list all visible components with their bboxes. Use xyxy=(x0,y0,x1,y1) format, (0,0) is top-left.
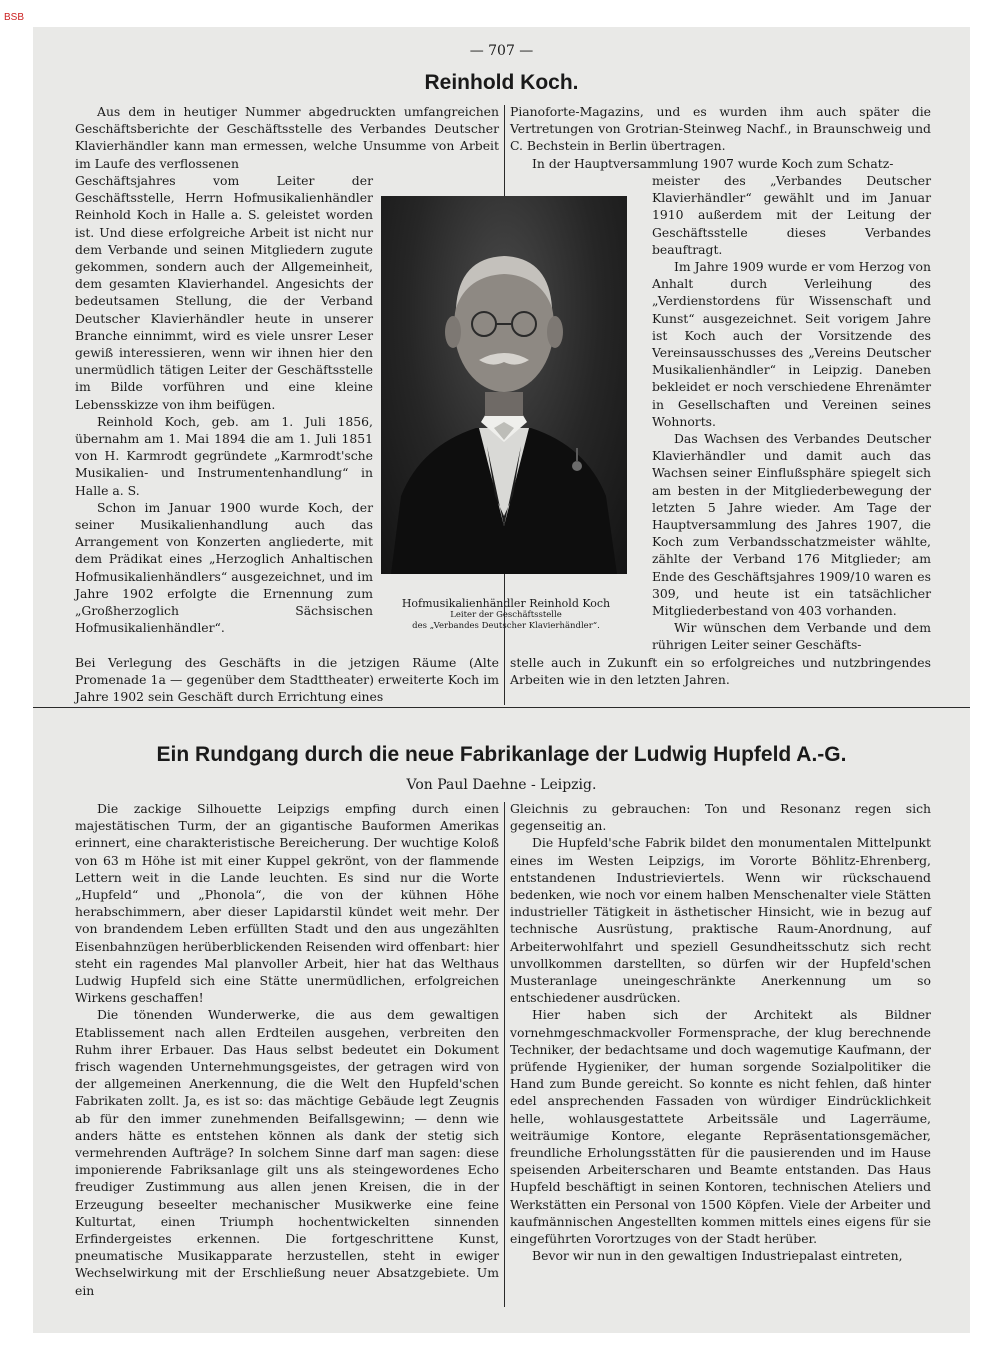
photo-caption xyxy=(371,597,641,632)
article2-paragraph: Die Hupfeld'sche Fabrik bildet den monumentalen Mittelpunkt eines im Westen Leipzigs, im Vororte Böhlitz-Ehrenberg, entstandenen Industrieviertels. Wenn wir rückschauend bedenken, wie noch vor einem halben Menschenalter viele Stätten industrieller Tätigkeit in ästhetischer Hinsicht, wie in bezug auf technische Ausrüstung, praktische Raum-Anordnung, auf Arbeiterwohlfahrt und speziell Gesundheitsschutz sich recht unvollkommen darstellten, so dürfen wir der Hupfeld'schen Musteranlage uneingeschränkte Anerkennung um so entschiedener ausdrücken. xyxy=(510,835,931,1006)
library-mark: BSB xyxy=(4,12,25,23)
article2-paragraph: Gleichnis zu gebrauchen: Ton und Resonanz regen sich gegenseitig an. xyxy=(510,801,931,834)
article1-right-bottom xyxy=(510,654,931,688)
article1-paragraph: Schon im Januar 1900 wurde Koch, der seiner Musikalienhandlung auch das Arrangement von Konzerten angliederte, mit dem Prädikat eines „Herzoglich Anhaltischen Hofmusikalienhändlers“ ausgezeichnet, und im Jahre 1902 erfolgte die Ernennung zum „Großherzoglich Sächsischen Hofmusikalienhändler“. xyxy=(75,499,373,636)
article1-paragraph: Im Jahre 1909 wurde er vom Herzog von Anhalt durch Verleihung des „Verdienstordens für Wissenschaft und Kunst“ ausgezeichnet. Seit vorigem Jahre ist Koch auch der Vorsitzende des Vereinsausschusses des „Vereins Deutscher Musikalienhändler“ in Leipzig. Daneben bekleidet er noch verschiedene Ehrenämter in Gesellschaften und Vereinen seines Wohnorts. xyxy=(652,259,931,429)
article1-paragraph: Aus dem in heutiger Nummer abgedruckten umfangreichen Geschäftsberichte der Geschäftsstelle des Verbandes Deutscher Klavierhändler kann man ermessen, welche Unsumme von Arbeit im Laufe des verflossenen xyxy=(75,104,499,171)
article2-left-column xyxy=(75,800,499,1299)
article2-paragraph: Die tönenden Wunderwerke, die aus dem gewaltigen Etablissement nach allen Erdteilen ausgehen, verbreiten den Ruhm ihrer Erbauer. Das Haus selbst bedeutet ein Dokument frisch wagenden Unternehmungsgeistes, der getragen wird von der allgemeinen Anerkennung, die die Welt den Hupfeld'schen Fabrikaten zollt. Ja, es ist so: das mächtige Gebäude legt Zeugnis ab für den immer zunehmenden Beifallsgewinn; — denn wie anders hätte es entstehen können als dank der stetig sich vermehrenden Aufträge? In solchem Sinne darf man sagen: diese imponierende Fabriksanlage gilt uns als steingewordenes Echo freudiger Zustimmung aus allen jenen Kreisen, die in der Erzeugung beseelter mechanischer Musikwerke eine feine Kulturtat, einen Triumph hochentwickelten sinnenden Erfindergeistes erkennen. Die fortgeschrittene Kunst, pneumatische Musikapparate herzustellen, steht in ewiger Wechselwirkung mit der Erschließung neuer Absatzgebiete. Um ein xyxy=(75,1007,499,1298)
article2-right-column xyxy=(510,800,931,1264)
article1-paragraph: Bei Verlegung des Geschäfts in die jetzigen Räume (Alte Promenade 1a — gegenüber dem Stadttheater) erweiterte Koch im Jahre 1902 sein Geschäft durch Errichtung eines xyxy=(75,655,499,705)
article1-paragraph: Geschäftsjahres vom Leiter der Geschäftsstelle, Herrn Hofmusikalienhändler Reinhold Koch in Halle a. S. geleistet worden ist. Und diese erfolgreiche Arbeit ist nicht nur dem Verbande und seinen Mitgliedern zugute gekommen, sondern auch der Allgemeinheit, dem gesamten Klavierhandel. Angesichts der bedeutsamen Stellung, die der Verband Deutscher Klavierhändler heute in unserer Branche einnimmt, wird es viele unsrer Leser gewiß interessieren, wenn wir ihnen hier den unermüdlich tätigen Leiter der Geschäftsstelle im Bilde vorführen und eine kleine Lebensskizze von ihm beifügen. xyxy=(75,173,373,412)
article-separator xyxy=(33,707,970,708)
article1-left-top xyxy=(75,103,499,172)
column-divider xyxy=(504,802,505,1307)
caption-name: Hofmusikalienhändler Reinhold Koch xyxy=(401,597,611,610)
article1-paragraph: Wir wünschen dem Verbande und dem rührigen Leiter seiner Geschäfts- xyxy=(652,620,931,653)
article1-paragraph: Pianoforte-Magazins, und es wurden ihm auch später die Vertretungen von Grotrian-Steinweg Nachf., in Braunschweig und C. Bechstein in Berlin übertragen. xyxy=(510,104,931,154)
article-title: Ein Rundgang durch die neue Fabrikanlage der Ludwig Hupfeld A.-G. xyxy=(156,743,847,766)
article1-right-top xyxy=(510,103,931,172)
article1-paragraph: In der Hauptversammlung 1907 wurde Koch zum Schatz- xyxy=(532,155,894,171)
portrait-photo xyxy=(381,196,627,574)
article2-paragraph: Bevor wir nun in den gewaltigen Industriepalast eintreten, xyxy=(532,1248,903,1264)
article-title: Reinhold Koch. xyxy=(424,71,579,94)
scanned-page xyxy=(33,27,970,1333)
article1-left-narrow xyxy=(75,172,373,636)
article2-paragraph: Die zackige Silhouette Leipzigs empfing durch einen majestätischen Turm, der an gigantische Bauformen Amerikas erinnert, eine charakteristische Bereicherung. Der wuchtige Koloß von 63 m Höhe ist mit einer Kuppel gekrönt, von der flammende Lettern weit in die Lande leuchten. Es sind nur die Worte „Hupfeld“ und „Phonola“, die von der kühnen Höhe herabschimmern, aber dieser Lapidarstil kündet weit mehr. Der von brandendem Leben erfüllten Stadt und den aus ungezählten Eisenbahnzügen herüberblickenden Reisenden wird offenbart: hier steht ein ragendes Mal planvoller Arbeit, hier hat das Welthaus Ludwig Hupfeld sich eine Stätte unermüdlichen, erfolgreichen Wirkens geschaffen! xyxy=(75,801,499,1006)
article1-paragraph: Reinhold Koch, geb. am 1. Juli 1856, übernahm am 1. Mai 1894 die am 1. Juli 1851 von H. Karmrodt gegründete „Karmrodt'sche Musikalien- und Instrumentenhandlung“ in Halle a. S. xyxy=(75,413,373,498)
article2-paragraph: Hier haben sich der Architekt als Bildner vornehmgeschmackvoller Formensprache, der klug berechnende Techniker, der bedachtsame und doch wagemutige Kaufmann, der prüfende Hygieniker, der human sorgende Sozialpolitiker die Hand zum Bunde gereicht. So konnte es nicht fehlen, daß hinter edel ansprechenden Fassaden von würdiger Eindrücklichkeit helle, wohlausgestattete Arbeitssäle und Lagerräume, weiträumige Kontore, elegante Repräsentationsgemächer, freundliche Erholungsstätten für die pausierenden und im Hause speisenden Arbeiterscharen und Beamte entstanden. Das Haus Hupfeld beschäftigt in seinen Kontoren, technischen Ateliers und Werkstätten ein Personal von 1500 Köpfen. Viele der Arbeiter und kaufmännischen Angestellten kommen mittels eines eigens für sie eingeführten Vorortzuges von der Stadt herüber. xyxy=(510,1007,931,1247)
article1-paragraph: stelle auch in Zukunft ein so erfolgreiches und nutzbringendes Arbeiten wie in den letzten Jahren. xyxy=(510,655,931,688)
page-number: — 707 — xyxy=(469,43,534,59)
byline: Von Paul Daehne - Leipzig. xyxy=(406,777,597,793)
caption-organization: des „Verbandes Deutscher Klavierhändler“. xyxy=(412,621,600,631)
article1-paragraph: Das Wachsen des Verbandes Deutscher Klavierhändler und damit auch das Wachsen seiner Einflußsphäre spiegelt sich am besten in der Mitgliederbewegung der letzten 5 Jahre wieder. Am Tage der Hauptversammlung des Jahres 1907, die Koch zum Verbandsschatzmeister wählte, zählte der Verband 176 Mitglieder; am Ende des Geschäftsjahres 1909/10 waren es 309, und heute ist ein tatsächlicher Mitgliederbestand von 403 vorhanden. xyxy=(652,431,931,619)
article1-right-narrow xyxy=(652,172,931,654)
article1-paragraph: meister des „Verbandes Deutscher Klavierhändler“ gewählt und im Januar 1910 außerdem mit der Leitung der Geschäftsstelle dieses Verbandes beauftragt. xyxy=(652,173,931,257)
article1-left-bottom xyxy=(75,654,499,706)
caption-role: Leiter der Geschäftsstelle xyxy=(450,610,562,620)
